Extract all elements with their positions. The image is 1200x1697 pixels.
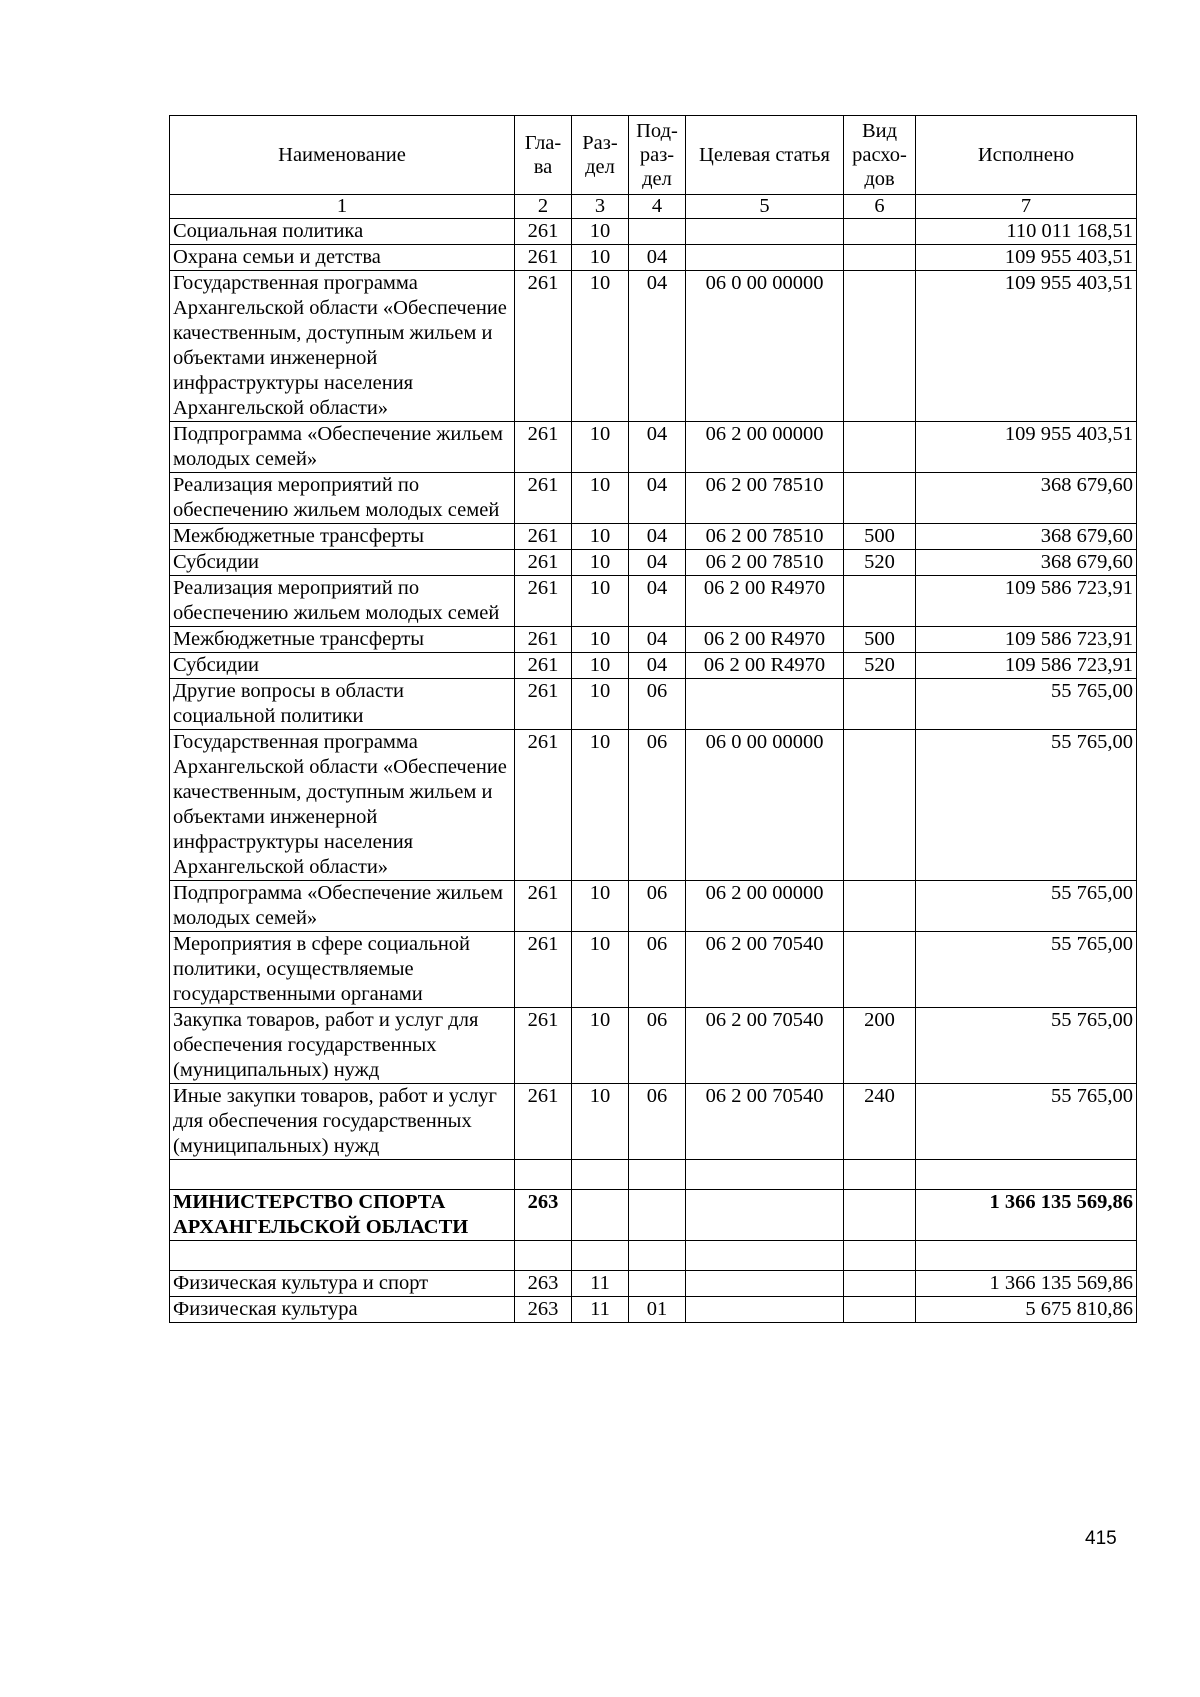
row-vid: 520 — [844, 653, 916, 679]
table-body-sport — [170, 1271, 1137, 1323]
row-amount: 55 765,00 — [916, 932, 1137, 1008]
header-celevaya: Целевая статья — [686, 116, 844, 195]
row-vid — [844, 679, 916, 730]
row-glava: 261 — [515, 627, 572, 653]
row-name: Субсидии — [170, 653, 515, 679]
row-podrazdel: 04 — [629, 627, 686, 653]
row-glava: 261 — [515, 1008, 572, 1084]
table-row — [170, 932, 1137, 1008]
row-name: Государственная программа Архангельской области «Обеспечение качественным, доступным жильем и объектами инженерной инфраструктуры населения Архангельской области» — [170, 271, 515, 422]
column-number: 2 — [515, 195, 572, 219]
row-amount: 109 955 403,51 — [916, 271, 1137, 422]
header-name: Наименование — [170, 116, 515, 195]
row-celevaya: 06 2 00 70540 — [686, 1008, 844, 1084]
row-amount: 55 765,00 — [916, 881, 1137, 932]
row-podrazdel: 06 — [629, 679, 686, 730]
row-amount: 109 955 403,51 — [916, 245, 1137, 271]
row-celevaya: 06 2 00 00000 — [686, 881, 844, 932]
row-name: Охрана семьи и детства — [170, 245, 515, 271]
table-row — [170, 524, 1137, 550]
row-name: Мероприятия в сфере социальной политики, осуществляемые государственными органами — [170, 932, 515, 1008]
row-name: Реализация мероприятий по обеспечению жильем молодых семей — [170, 576, 515, 627]
row-razdel: 10 — [572, 422, 629, 473]
row-name: Физическая культура и спорт — [170, 1271, 515, 1297]
row-podrazdel: 06 — [629, 1008, 686, 1084]
row-amount: 5 675 810,86 — [916, 1297, 1137, 1323]
table-row — [170, 653, 1137, 679]
row-vid: 500 — [844, 627, 916, 653]
row-razdel: 10 — [572, 881, 629, 932]
row-podrazdel: 06 — [629, 932, 686, 1008]
row-name: Физическая культура — [170, 1297, 515, 1323]
column-number-row — [170, 195, 1137, 219]
row-razdel: 10 — [572, 730, 629, 881]
row-amount: 368 679,60 — [916, 473, 1137, 524]
column-number: 6 — [844, 195, 916, 219]
row-vid — [844, 881, 916, 932]
row-glava: 261 — [515, 219, 572, 245]
row-name: Закупка товаров, работ и услуг для обеспечения государственных (муниципальных) нужд — [170, 1008, 515, 1084]
row-amount: 109 586 723,91 — [916, 576, 1137, 627]
row-amount: 110 011 168,51 — [916, 219, 1137, 245]
table-row — [170, 1008, 1137, 1084]
row-podrazdel: 04 — [629, 524, 686, 550]
ministry-name: МИНИСТЕРСТВО СПОРТА АРХАНГЕЛЬСКОЙ ОБЛАСТИ — [170, 1190, 515, 1241]
row-celevaya: 06 2 00 70540 — [686, 1084, 844, 1160]
table-row — [170, 576, 1137, 627]
row-glava: 261 — [515, 881, 572, 932]
row-podrazdel: 06 — [629, 881, 686, 932]
row-razdel: 10 — [572, 473, 629, 524]
row-razdel: 10 — [572, 627, 629, 653]
row-razdel: 11 — [572, 1271, 629, 1297]
ministry-amount: 1 366 135 569,86 — [916, 1190, 1137, 1241]
row-glava: 261 — [515, 524, 572, 550]
table-row — [170, 1297, 1137, 1323]
column-number: 7 — [916, 195, 1137, 219]
row-razdel: 10 — [572, 524, 629, 550]
row-podrazdel — [629, 1271, 686, 1297]
row-razdel: 10 — [572, 576, 629, 627]
row-celevaya — [686, 219, 844, 245]
table-header-row — [170, 116, 1137, 195]
row-celevaya: 06 0 00 00000 — [686, 730, 844, 881]
row-name: Межбюджетные трансферты — [170, 524, 515, 550]
row-vid: 240 — [844, 1084, 916, 1160]
blank-row — [170, 1241, 1137, 1271]
row-amount: 55 765,00 — [916, 679, 1137, 730]
row-amount: 1 366 135 569,86 — [916, 1271, 1137, 1297]
budget-execution-table — [169, 115, 1137, 1323]
row-razdel: 10 — [572, 245, 629, 271]
row-glava: 261 — [515, 271, 572, 422]
row-vid — [844, 576, 916, 627]
row-celevaya: 06 2 00 R4970 — [686, 627, 844, 653]
row-razdel: 10 — [572, 1008, 629, 1084]
row-amount: 109 955 403,51 — [916, 422, 1137, 473]
row-razdel: 11 — [572, 1297, 629, 1323]
table-row — [170, 627, 1137, 653]
row-vid — [844, 422, 916, 473]
table-row — [170, 271, 1137, 422]
ministry-row — [170, 1190, 1137, 1241]
row-vid: 200 — [844, 1008, 916, 1084]
blank-row — [170, 1160, 1137, 1190]
row-vid — [844, 219, 916, 245]
row-celevaya — [686, 1297, 844, 1323]
row-name: Подпрограмма «Обеспечение жильем молодых семей» — [170, 881, 515, 932]
header-ispolneno: Исполнено — [916, 116, 1137, 195]
row-glava: 263 — [515, 1297, 572, 1323]
column-number: 4 — [629, 195, 686, 219]
row-vid: 520 — [844, 550, 916, 576]
row-vid — [844, 730, 916, 881]
row-razdel: 10 — [572, 550, 629, 576]
row-glava: 263 — [515, 1271, 572, 1297]
row-vid — [844, 1271, 916, 1297]
column-number: 1 — [170, 195, 515, 219]
row-podrazdel: 06 — [629, 730, 686, 881]
row-glava: 261 — [515, 730, 572, 881]
row-celevaya: 06 2 00 R4970 — [686, 576, 844, 627]
row-celevaya: 06 2 00 78510 — [686, 473, 844, 524]
row-razdel: 10 — [572, 653, 629, 679]
header-vid: Вид расхо- дов — [844, 116, 916, 195]
column-number: 3 — [572, 195, 629, 219]
row-amount: 55 765,00 — [916, 730, 1137, 881]
table-row — [170, 219, 1137, 245]
row-vid — [844, 1297, 916, 1323]
table-row — [170, 679, 1137, 730]
table-row — [170, 473, 1137, 524]
table-row — [170, 1271, 1137, 1297]
row-name: Межбюджетные трансферты — [170, 627, 515, 653]
row-glava: 261 — [515, 576, 572, 627]
row-razdel: 10 — [572, 932, 629, 1008]
table-row — [170, 1084, 1137, 1160]
row-celevaya: 06 0 00 00000 — [686, 271, 844, 422]
row-name: Подпрограмма «Обеспечение жильем молодых семей» — [170, 422, 515, 473]
row-amount: 55 765,00 — [916, 1008, 1137, 1084]
row-razdel: 10 — [572, 1084, 629, 1160]
row-name: Другие вопросы в области социальной политики — [170, 679, 515, 730]
row-glava: 261 — [515, 1084, 572, 1160]
row-amount: 55 765,00 — [916, 1084, 1137, 1160]
row-podrazdel: 04 — [629, 550, 686, 576]
row-amount: 368 679,60 — [916, 524, 1137, 550]
row-name: Иные закупки товаров, работ и услуг для обеспечения государственных (муниципальных) нужд — [170, 1084, 515, 1160]
header-razdel: Раз- дел — [572, 116, 629, 195]
page-number: 415 — [1085, 1528, 1117, 1549]
row-razdel: 10 — [572, 271, 629, 422]
table-row — [170, 881, 1137, 932]
row-celevaya: 06 2 00 R4970 — [686, 653, 844, 679]
row-celevaya: 06 2 00 78510 — [686, 524, 844, 550]
row-vid — [844, 932, 916, 1008]
row-glava: 261 — [515, 932, 572, 1008]
row-razdel: 10 — [572, 679, 629, 730]
table-body — [170, 219, 1137, 1160]
row-podrazdel: 04 — [629, 576, 686, 627]
row-glava: 261 — [515, 679, 572, 730]
column-number: 5 — [686, 195, 844, 219]
row-glava: 261 — [515, 653, 572, 679]
row-vid — [844, 271, 916, 422]
row-glava: 261 — [515, 550, 572, 576]
row-podrazdel: 04 — [629, 271, 686, 422]
row-podrazdel: 04 — [629, 422, 686, 473]
row-celevaya — [686, 679, 844, 730]
row-glava: 261 — [515, 473, 572, 524]
header-glava: Гла- ва — [515, 116, 572, 195]
row-amount: 109 586 723,91 — [916, 627, 1137, 653]
header-podrazdel: Под- раз- дел — [629, 116, 686, 195]
row-celevaya: 06 2 00 78510 — [686, 550, 844, 576]
table-row — [170, 730, 1137, 881]
row-name: Субсидии — [170, 550, 515, 576]
row-amount: 109 586 723,91 — [916, 653, 1137, 679]
row-podrazdel: 06 — [629, 1084, 686, 1160]
row-name: Социальная политика — [170, 219, 515, 245]
table-row — [170, 245, 1137, 271]
row-podrazdel: 01 — [629, 1297, 686, 1323]
row-glava: 261 — [515, 422, 572, 473]
ministry-glava: 263 — [515, 1190, 572, 1241]
row-podrazdel: 04 — [629, 245, 686, 271]
table-ministry-section — [170, 1160, 1137, 1271]
row-celevaya — [686, 1271, 844, 1297]
row-name: Реализация мероприятий по обеспечению жильем молодых семей — [170, 473, 515, 524]
row-celevaya: 06 2 00 70540 — [686, 932, 844, 1008]
row-glava: 261 — [515, 245, 572, 271]
row-celevaya: 06 2 00 00000 — [686, 422, 844, 473]
row-vid — [844, 473, 916, 524]
row-vid — [844, 245, 916, 271]
row-podrazdel — [629, 219, 686, 245]
table-row — [170, 550, 1137, 576]
row-podrazdel: 04 — [629, 653, 686, 679]
row-razdel: 10 — [572, 219, 629, 245]
row-vid: 500 — [844, 524, 916, 550]
table-row — [170, 422, 1137, 473]
row-celevaya — [686, 245, 844, 271]
row-podrazdel: 04 — [629, 473, 686, 524]
row-name: Государственная программа Архангельской области «Обеспечение качественным, доступным жильем и объектами инженерной инфраструктуры населения Архангельской области» — [170, 730, 515, 881]
row-amount: 368 679,60 — [916, 550, 1137, 576]
